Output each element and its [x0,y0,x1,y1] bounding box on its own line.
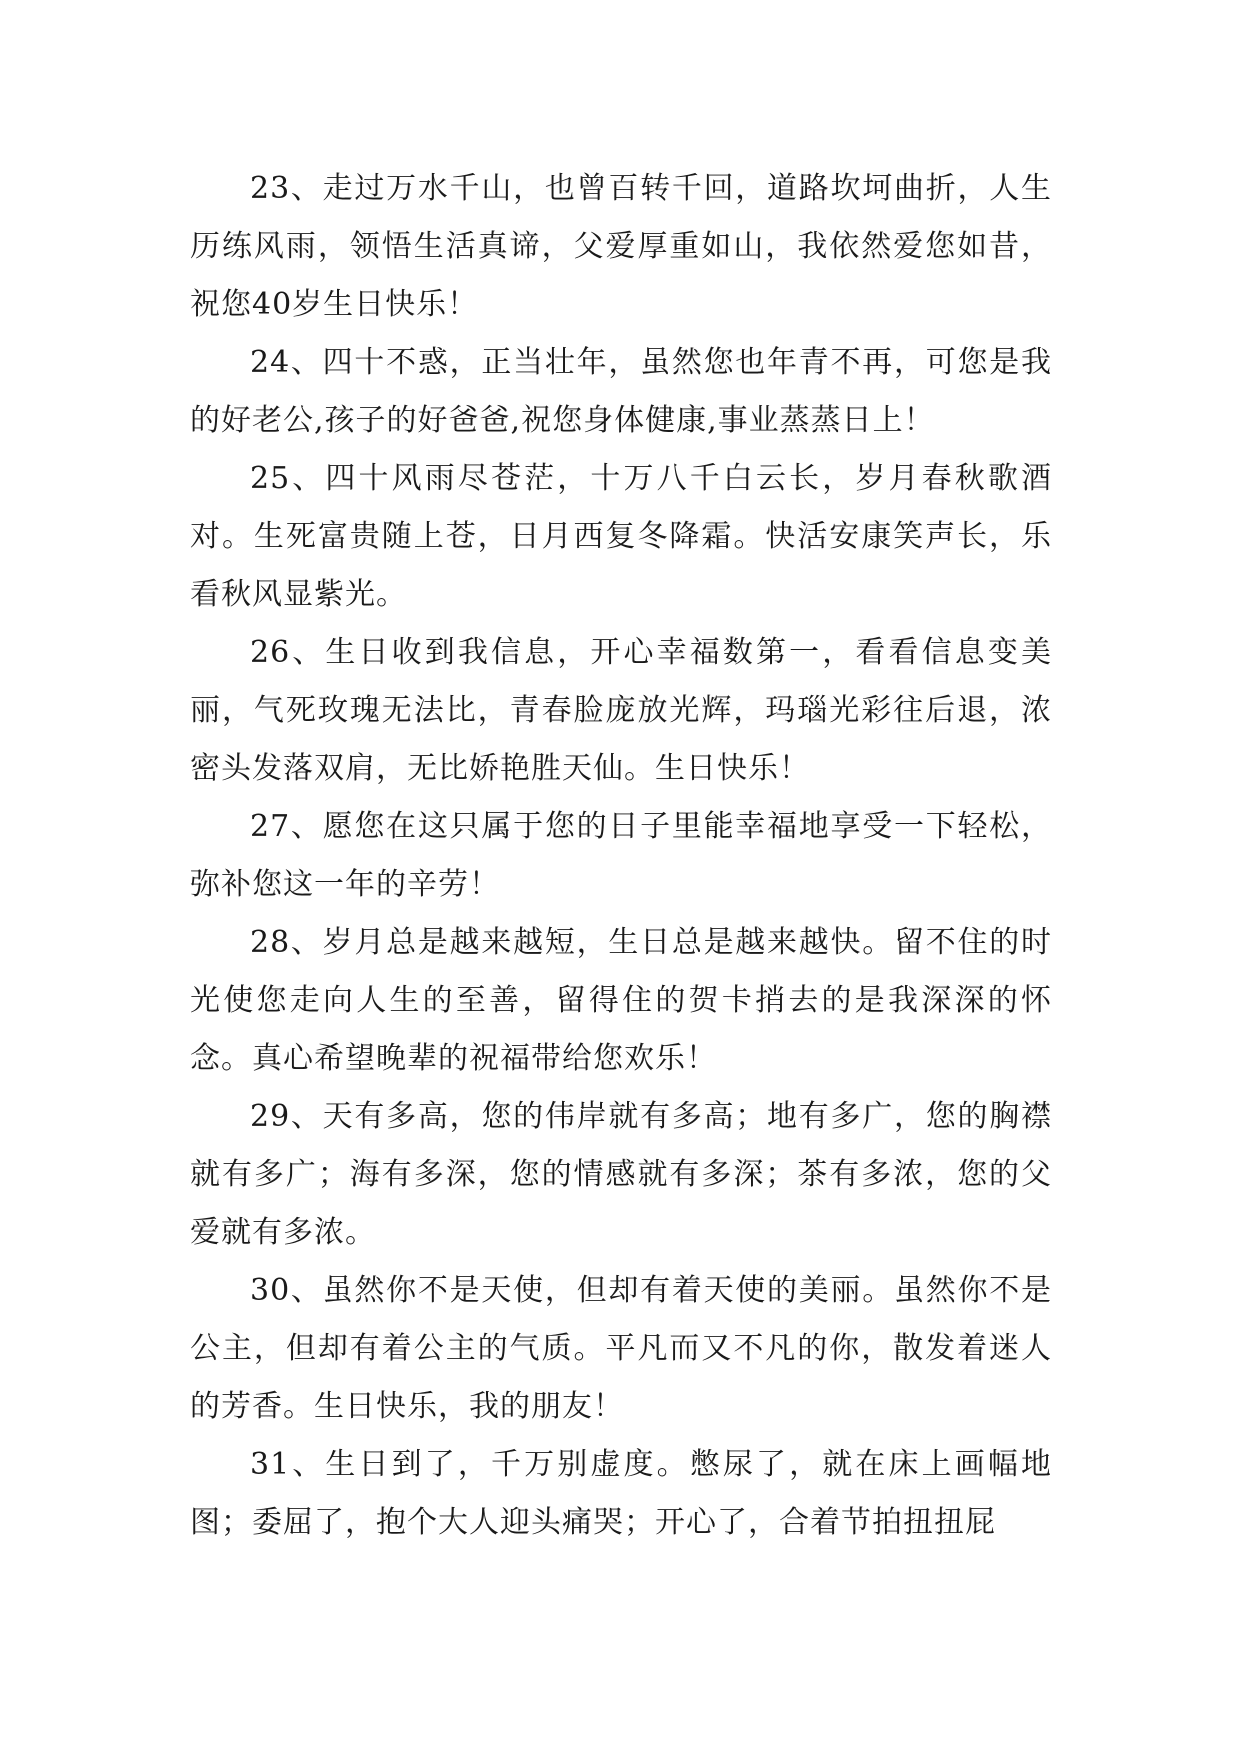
paragraph-26: 26、生日收到我信息，开心幸福数第一，看看信息变美丽，气死玫瑰无法比，青春脸庞放光辉，玛瑙光彩往后退，浓密头发落双肩，无比娇艳胜天仙。生日快乐！ [190,635,1052,786]
paragraph-29: 29、天有多高，您的伟岸就有多高；地有多广，您的胸襟就有多广；海有多深，您的情感就有多深；茶有多浓，您的父爱就有多浓。 [190,1099,1052,1250]
paragraph-30: 30、虽然你不是天使，但却有着天使的美丽。虽然你不是公主，但却有着公主的气质。平凡而又不凡的你，散发着迷人的芳香。生日快乐，我的朋友！ [190,1273,1052,1424]
paragraph-25: 25、四十风雨尽苍茫，十万八千白云长，岁月春秋歌酒对。生死富贵随上苍，日月西复冬降霜。快活安康笑声长，乐看秋风显紫光。 [190,461,1052,612]
paragraph-28: 28、岁月总是越来越短，生日总是越来越快。留不住的时光使您走向人生的至善，留得住的贺卡捎去的是我深深的怀念。真心希望晚辈的祝福带给您欢乐！ [190,925,1052,1076]
document-body [190,160,1052,1552]
paragraph-27: 27、愿您在这只属于您的日子里能幸福地享受一下轻松，弥补您这一年的辛劳！ [190,809,1052,902]
paragraph-23: 23、走过万水千山，也曾百转千回，道路坎坷曲折，人生历练风雨，领悟生活真谛，父爱厚重如山，我依然爱您如昔，祝您40岁生日快乐！ [190,171,1052,322]
paragraph-24: 24、四十不惑，正当壮年，虽然您也年青不再，可您是我的好老公,孩子的好爸爸,祝您身体健康,事业蒸蒸日上！ [190,345,1052,438]
paragraph-31: 31、生日到了，千万别虚度。憋尿了，就在床上画幅地图；委屈了，抱个大人迎头痛哭；开心了，合着节拍扭扭屁 [190,1447,1052,1540]
